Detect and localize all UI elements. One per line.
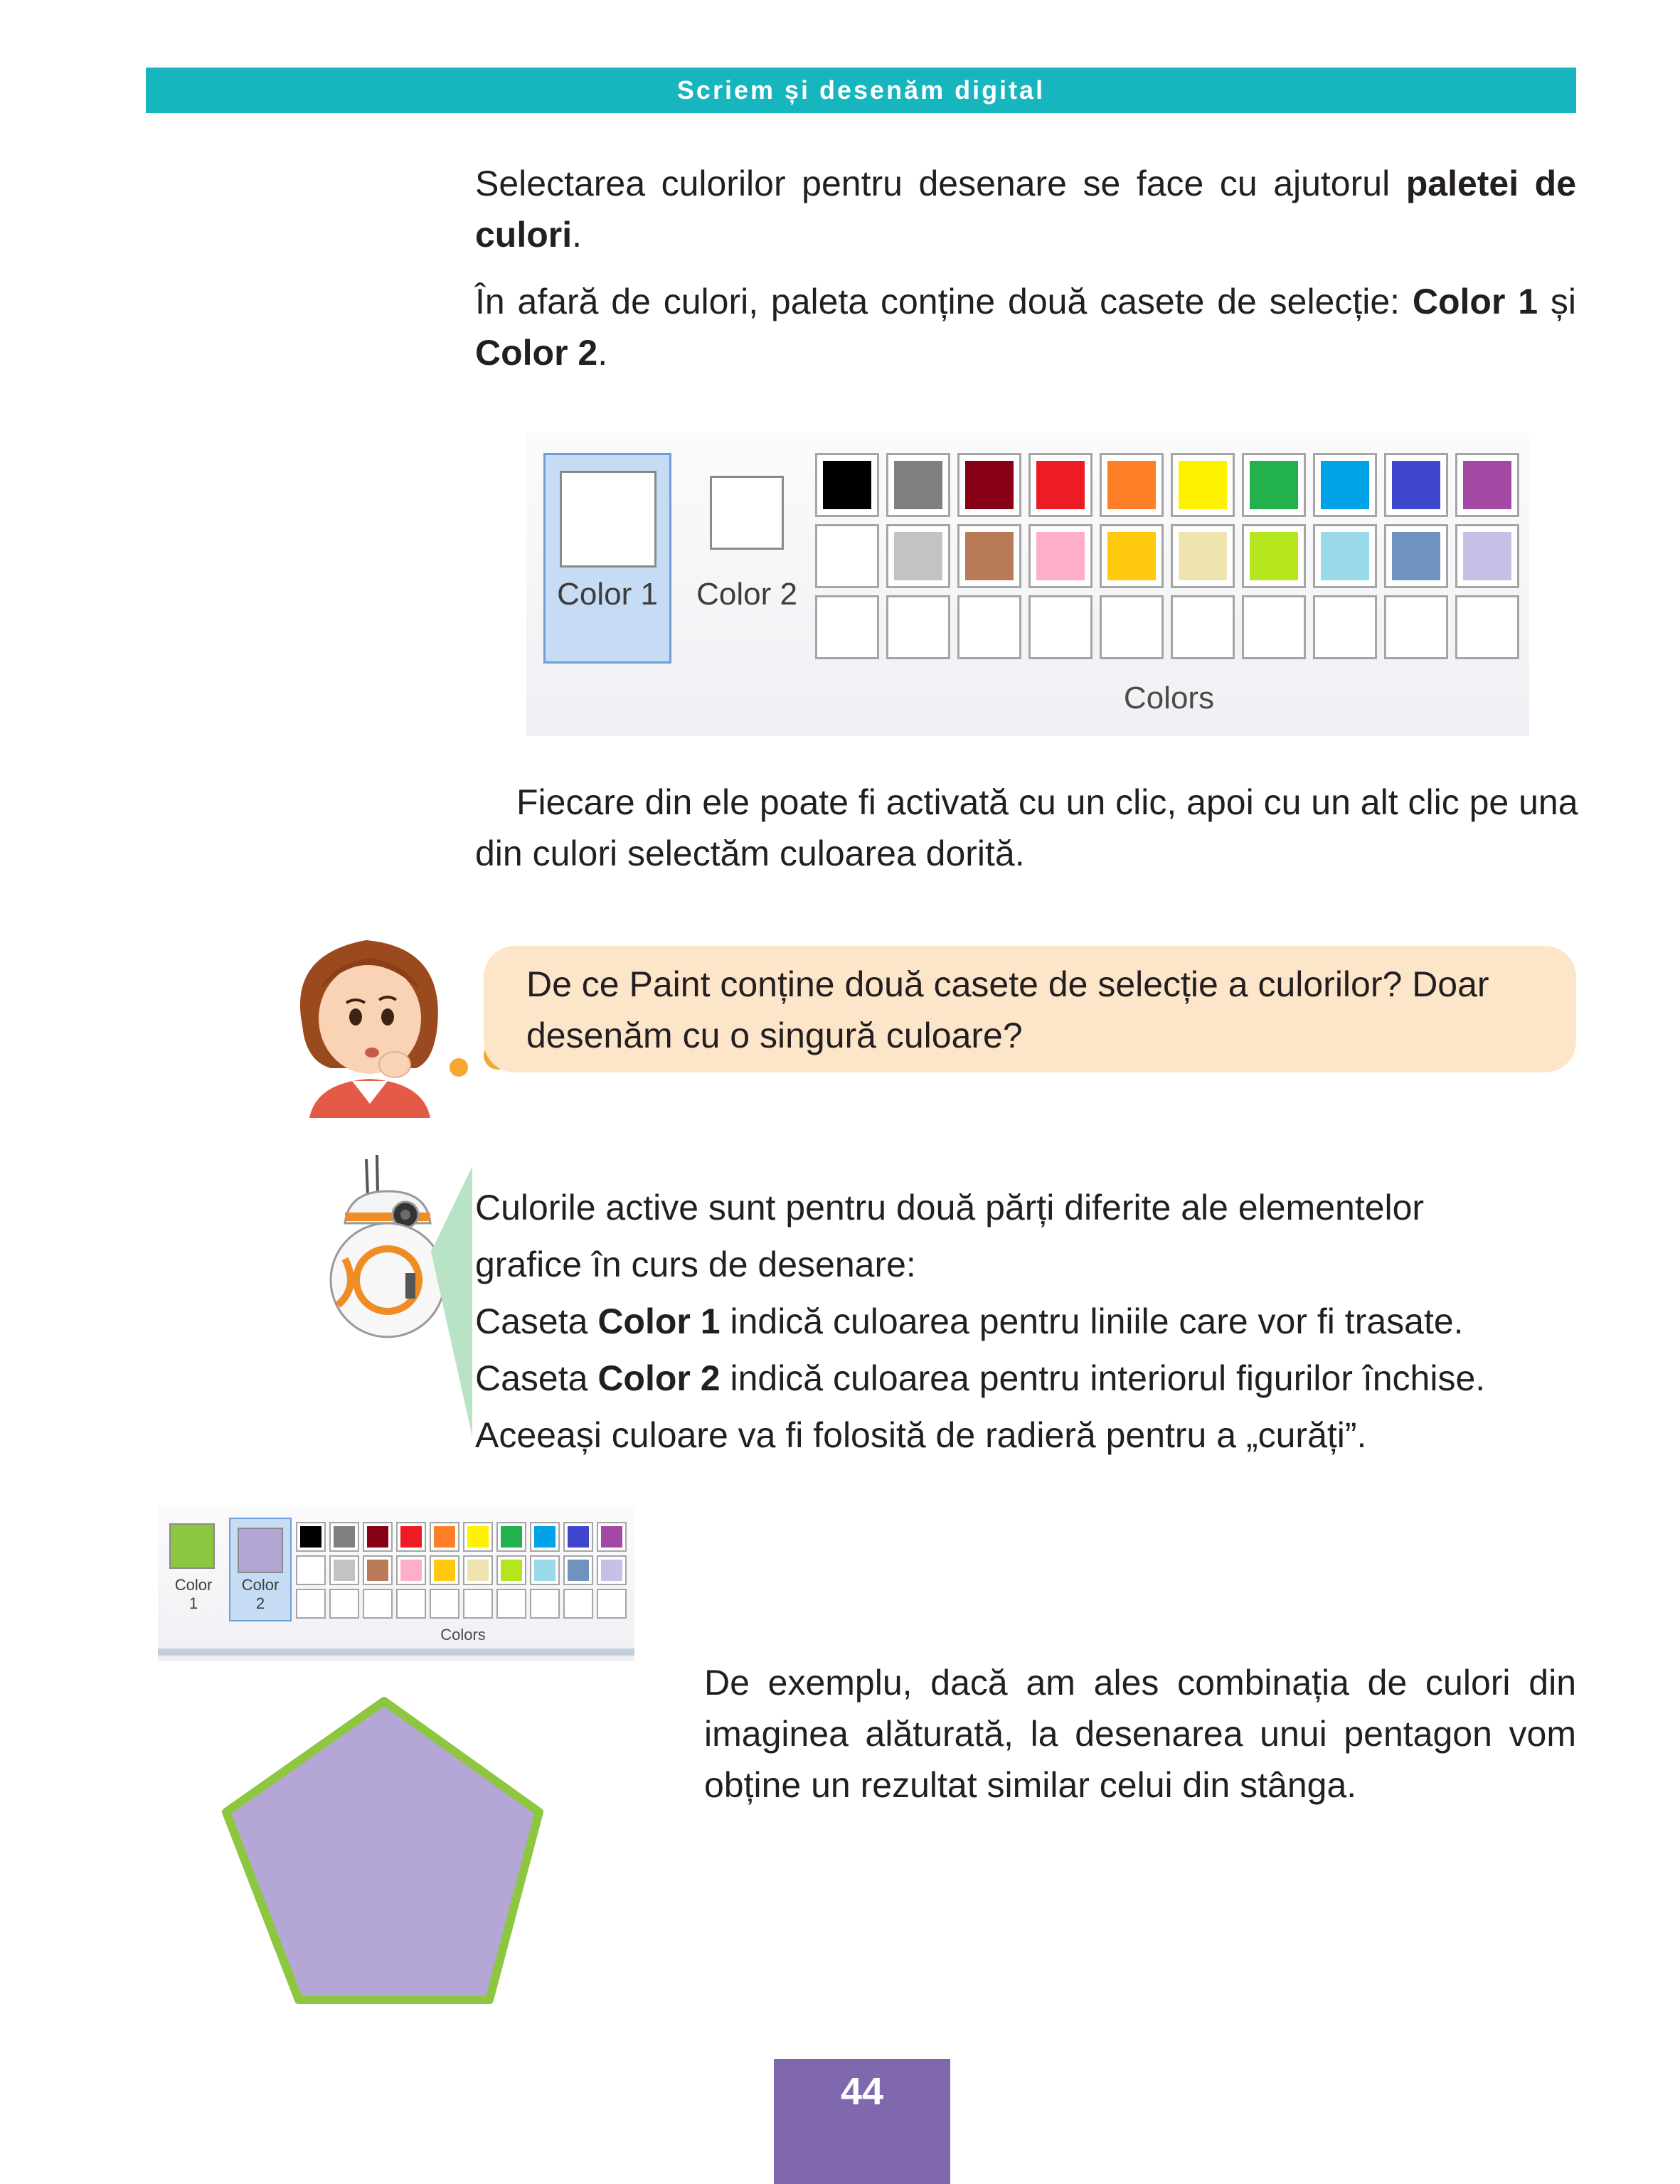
answer-line-1: Culorile active sunt pentru două părți diferite ale elementelor: [475, 1188, 1425, 1227]
answer-line3-a: Caseta: [475, 1301, 598, 1341]
palette-swatch-r3-c10: [1455, 595, 1519, 659]
small-palette-swatch-r1-c8: [530, 1522, 560, 1552]
small-color1-label-b: 1: [188, 1594, 198, 1612]
palette-swatch-r1-c10: [1455, 453, 1519, 517]
small-palette-swatch-r2-c2: [329, 1555, 359, 1585]
palette-swatch-fill: [1107, 532, 1156, 580]
palette-swatch-fill: [1250, 532, 1298, 580]
small-palette-swatch-r2-c6: [463, 1555, 493, 1585]
small-palette-swatch-r3-c10: [597, 1589, 627, 1619]
header-title: Scriem și desenăm digital: [676, 75, 1046, 105]
small-palette-swatch-r2-c8: [530, 1555, 560, 1585]
intro-p2-bold2: Color 2: [475, 333, 598, 373]
small-palette-swatch-r3-c2: [329, 1589, 359, 1619]
intro-p2-end: .: [597, 333, 608, 373]
small-palette-swatch-r2-c1: [296, 1555, 326, 1585]
color1-label: Color 1: [557, 577, 658, 612]
palette-swatch-fill: [1392, 532, 1440, 580]
small-palette-swatch-r1-c3: [363, 1522, 393, 1552]
palette-swatch-fill: [1036, 532, 1085, 580]
intro-p2-mid: și: [1538, 282, 1576, 321]
bubble-dot-small: [450, 1058, 468, 1077]
palette-swatch-r2-c7: [1242, 524, 1306, 588]
answer-line-2: grafice în curs de desenare:: [475, 1245, 916, 1284]
small-palette-swatch-r1-c4: [396, 1522, 426, 1552]
small-palette-swatch-fill: [334, 1560, 355, 1581]
question-text: De ce Paint conține două casete de selecție a culorilor? Doar desenăm cu o singură culoare?: [526, 964, 1489, 1055]
small-colors-palette: [158, 1506, 634, 1661]
palette-swatch-fill: [965, 532, 1014, 580]
palette-swatch-r2-c9: [1384, 524, 1448, 588]
small-palette-swatch-fill: [334, 1526, 355, 1548]
example-paragraph: De exemplu, dacă am ales combinația de culori din imaginea alăturată, la desenarea unui pentagon vom obține un rezultat similar celui din stânga.: [704, 1663, 1576, 1805]
small-color1-swatch: [169, 1523, 215, 1569]
small-palette-swatch-fill: [601, 1560, 622, 1581]
palette-swatch-fill: [1321, 532, 1369, 580]
palette-swatch-r3-c5: [1100, 595, 1164, 659]
small-palette-swatch-fill: [467, 1560, 489, 1581]
answer-block: [475, 1179, 1585, 1464]
small-palette-swatch-r2-c10: [597, 1555, 627, 1585]
small-palette-swatch-fill: [434, 1526, 455, 1548]
small-palette-swatch-fill: [300, 1560, 321, 1581]
palette-swatch-r1-c1: [815, 453, 879, 517]
palette-swatch-fill: [1463, 532, 1511, 580]
palette-swatch-fill: [1179, 461, 1227, 509]
small-palette-swatch-r1-c2: [329, 1522, 359, 1552]
small-palette-swatch-r2-c7: [496, 1555, 526, 1585]
color2-swatch: [710, 476, 784, 550]
intro-paragraph-1: [475, 158, 1576, 260]
palette-swatch-r1-c3: [957, 453, 1021, 517]
small-palette-swatch-r1-c6: [463, 1522, 493, 1552]
intro-paragraph-2: [475, 276, 1576, 378]
palette-swatch-r3-c8: [1313, 595, 1377, 659]
small-palette-swatch-r1-c9: [563, 1522, 593, 1552]
question-bubble: [484, 946, 1576, 1072]
palette-swatch-fill: [1036, 461, 1085, 509]
page-number: 44: [774, 2059, 950, 2184]
small-palette-swatch-fill: [400, 1526, 422, 1548]
palette-swatch-r1-c6: [1171, 453, 1235, 517]
palette-swatch-r1-c2: [886, 453, 950, 517]
palette-swatch-r2-c5: [1100, 524, 1164, 588]
palette-swatch-r2-c10: [1455, 524, 1519, 588]
palette-swatch-r3-c6: [1171, 595, 1235, 659]
small-color1-label-a: Color: [174, 1576, 213, 1594]
small-palette-swatch-r1-c1: [296, 1522, 326, 1552]
palette-swatch-r3-c9: [1384, 595, 1448, 659]
palette-swatch-fill: [1321, 461, 1369, 509]
small-colors-group-label: Colors: [440, 1626, 486, 1644]
palette-swatch-r2-c1: [815, 524, 879, 588]
palette-swatch-r1-c5: [1100, 453, 1164, 517]
small-palette-swatch-fill: [367, 1526, 388, 1548]
small-palette-swatch-r1-c10: [597, 1522, 627, 1552]
palette-swatch-fill: [894, 461, 942, 509]
palette-swatch-r1-c7: [1242, 453, 1306, 517]
thinking-girl-illustration: [288, 926, 452, 1118]
palette-swatch-r2-c3: [957, 524, 1021, 588]
palette-swatch-fill: [823, 532, 871, 580]
palette-swatch-fill: [965, 461, 1014, 509]
palette-swatch-r2-c8: [1313, 524, 1377, 588]
palette-swatch-r3-c7: [1242, 595, 1306, 659]
answer-line3-bold: Color 1: [597, 1301, 721, 1341]
small-color2-box: [229, 1518, 292, 1621]
answer-line3-c: indică culoarea pentru liniile care vor fi trasate.: [720, 1301, 1464, 1341]
small-palette-swatch-fill: [601, 1526, 622, 1548]
paint-colors-palette: [526, 432, 1529, 736]
palette-swatch-fill: [823, 461, 871, 509]
intro-p2-bold1: Color 1: [1412, 282, 1538, 321]
colors-group-label: Colors: [1123, 681, 1215, 715]
small-palette-swatch-fill: [467, 1526, 489, 1548]
small-palette-swatch-r2-c9: [563, 1555, 593, 1585]
small-color2-swatch: [238, 1528, 283, 1573]
small-palette-swatch-r1-c5: [430, 1522, 459, 1552]
small-palette-swatch-r2-c4: [396, 1555, 426, 1585]
small-palette-swatch-fill: [568, 1560, 589, 1581]
palette-swatch-r1-c8: [1313, 453, 1377, 517]
small-palette-swatch-fill: [568, 1526, 589, 1548]
small-palette-swatch-r2-c5: [430, 1555, 459, 1585]
answer-line4-a: Caseta: [475, 1358, 598, 1398]
palette-swatch-r2-c2: [886, 524, 950, 588]
speech-pointer: [427, 1166, 477, 1437]
intro-p1-end: .: [572, 215, 583, 255]
small-palette-swatch-r1-c7: [496, 1522, 526, 1552]
palette-swatch-fill: [1107, 461, 1156, 509]
answer-line-3: [475, 1293, 1585, 1350]
color2-label: Color 2: [696, 577, 797, 612]
small-palette-swatch-fill: [434, 1560, 455, 1581]
color-swatch-grid: [815, 453, 1523, 668]
palette-swatch-r2-c4: [1028, 524, 1092, 588]
palette-swatch-r3-c2: [886, 595, 950, 659]
answer-line4-c: indică culoarea pentru interiorul figurilor închise.: [720, 1358, 1486, 1398]
palette-swatch-r3-c3: [957, 595, 1021, 659]
color1-swatch: [560, 471, 656, 568]
small-palette-swatch-r3-c8: [530, 1589, 560, 1619]
small-palette-swatch-r3-c9: [563, 1589, 593, 1619]
small-palette-swatch-r3-c4: [396, 1589, 426, 1619]
palette-swatch-fill: [894, 532, 942, 580]
small-color2-label-a: Color: [241, 1576, 280, 1594]
small-palette-swatch-r3-c7: [496, 1589, 526, 1619]
small-palette-underline: [158, 1648, 634, 1656]
intro-p1-bold: paletei de culori: [475, 164, 1576, 255]
small-palette-swatch-r3-c3: [363, 1589, 393, 1619]
palette-swatch-r3-c4: [1028, 595, 1092, 659]
small-palette-swatch-fill: [534, 1560, 555, 1581]
small-palette-swatch-r3-c5: [430, 1589, 459, 1619]
small-palette-swatch-fill: [300, 1526, 321, 1548]
palette-swatch-r3-c1: [815, 595, 879, 659]
color1-box: [543, 453, 671, 664]
small-palette-swatch-fill: [400, 1560, 422, 1581]
small-color2-label: [230, 1576, 290, 1613]
palette-swatch-fill: [1179, 532, 1227, 580]
pentagon-example: [213, 1678, 555, 2020]
small-palette-swatch-fill: [501, 1560, 522, 1581]
palette-swatch-r2-c6: [1171, 524, 1235, 588]
small-color2-label-b: 2: [255, 1594, 265, 1612]
palette-swatch-fill: [1250, 461, 1298, 509]
small-palette-swatch-r3-c6: [463, 1589, 493, 1619]
small-palette-swatch-r2-c3: [363, 1555, 393, 1585]
palette-swatch-r1-c4: [1028, 453, 1092, 517]
small-color-swatch-grid: [296, 1522, 630, 1621]
answer-line4-bold: Color 2: [597, 1358, 721, 1398]
intro-p1-text: Selectarea culorilor pentru desenare se face cu ajutorul: [475, 164, 1406, 203]
small-palette-swatch-fill: [534, 1526, 555, 1548]
activation-paragraph: Fiecare din ele poate fi activată cu un clic, apoi cu un alt clic pe una din culori selectăm culoarea dorită.: [475, 782, 1578, 873]
header-bar: [146, 68, 1576, 113]
palette-swatch-fill: [1392, 461, 1440, 509]
small-palette-swatch-r3-c1: [296, 1589, 326, 1619]
small-palette-swatch-fill: [367, 1560, 388, 1581]
small-palette-swatch-fill: [501, 1526, 522, 1548]
small-color1-label: [164, 1576, 223, 1613]
palette-swatch-fill: [1463, 461, 1511, 509]
answer-line-4: [475, 1350, 1585, 1407]
intro-p2-text: În afară de culori, paleta conține două casete de selecție:: [475, 282, 1413, 321]
palette-swatch-r1-c9: [1384, 453, 1448, 517]
answer-line-5: Aceeași culoare va fi folosită de radieră pentru a „curăți”.: [475, 1415, 1367, 1455]
